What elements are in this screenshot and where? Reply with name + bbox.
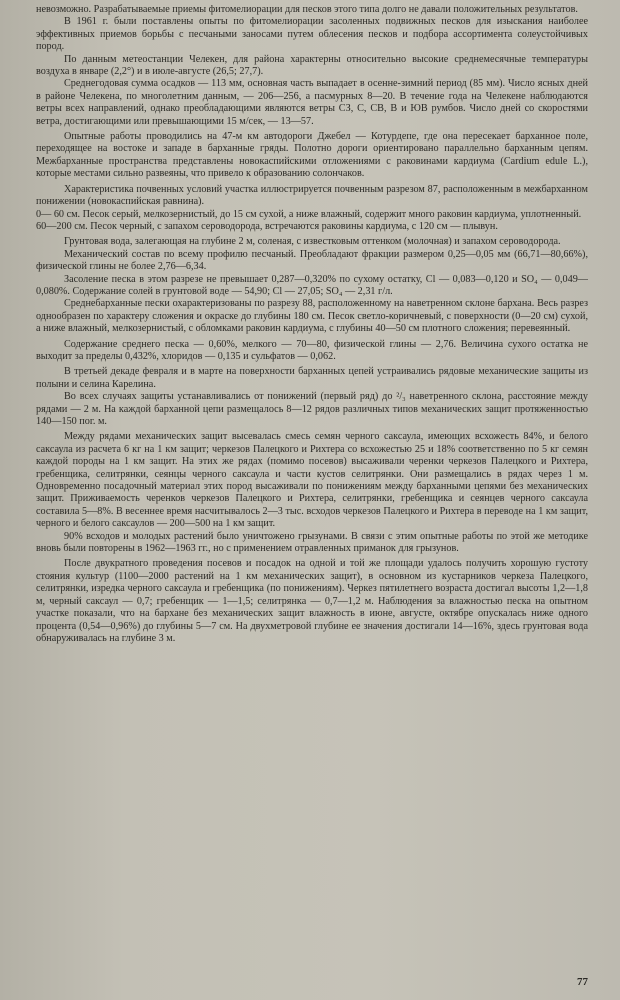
paragraph: Среднебарханные пески охарактеризованы по разрезу 88, расположенному на наветренном склоне бархана. Весь разрез однообразен по характеру сложения и окраске до глубины 180 см. Песок светло-коричневый, с поверхности (0—20 см) сухой, а ниже влажный, мелкозернистый, с обломками раковин кардиума, с глубины 40—50 см плотного сложения; перевеянный.: [36, 298, 588, 335]
paragraph: Среднегодовая сумма осадков — 113 мм, основная часть выпадает в осенне-зимний период (85 мм). Число ясных дней в районе Челекена, по многолетним данным, — 206—256, а пасмурных 8—20. В течение года на Челекене наблюдаются ветры всех направлений, однако преобладающими являются ветры СЗ, С, СВ, В и ЮВ румбов. Число дней со скоростями ветра, достигающими или превышающими 15 м/сек, — 13—57.: [36, 78, 588, 127]
paragraph: 90% всходов и молодых растений было уничтожено грызунами. В связи с этим опытные работы по этой же методике вновь были повторены в 1962—1963 гг., но с применением отравленных приманок для грызунов.: [36, 530, 588, 555]
paragraph: Засоление песка в этом разрезе не превышает 0,287—0,320% по сухому остатку, Cl — 0,083—0,120 и SO₄ — 0,049—0,080%. Содержание солей в грунтовой воде — 54,90; Cl — 27,05; SO₄ — 2,31 г/л.: [36, 273, 588, 297]
soil-horizon: 60—200 см. Песок черный, с запахом сероводорода, встречаются раковины кардиума, с 120 см — плывун.: [36, 220, 498, 232]
paragraph: После двукратного проведения посевов и посадок на одной и той же площади удалось получить хорошую густоту стояния культур (1100—2000 растений на 1 км механических защит), в основном из кустарников черкеза Палецкого, селитрянки, изредка черного саксаула и гребенщика (по понижениям). Черкез пятилетнего возраста достигал высоты 1,2—1,8 м, черный саксаул — 0,7; гребенщик — 1—1,5; селитрянка — 0,7—1,2 м. Наблюдения за влажностью песка на опытном участке показали, что на бархане без механических защит влажность в июне, августе, октябре опускалась ниже одного процента (0,54—0,96%) до глубины 5—7 см. На двухметровой глубине ее значения достигали 14—16%, здесь грунтовая вода обнаруживалась на глубине 3 м.: [36, 558, 588, 644]
paragraph: Опытные работы проводились на 47-м км автодороги Джебел — Котурдепе, где она пересекает барханное поле, переходящее на востоке и западе в барханные гряды. Полотно дороги ориентировано параллельно барханным цепям. Межбарханные пространства представлены новокаспийскими отложениями с раковинами кардиума (Cardium edule L.), которые местами сильно развеяны, что привело к образованию солончаков.: [36, 131, 588, 180]
paragraph: В 1961 г. были поставлены опыты по фитомелиорации засоленных подвижных песков для изыскания наиболее эффективных приемов борьбы с песчаными заносами путем облесения песков и подбора ассортимента солеустойчивых пород.: [36, 16, 588, 53]
paragraph: Содержание среднего песка — 0,60%, мелкого — 70—80, физической глины — 2,76. Величина сухого остатка не выходит за пределы 0,432%, хлоридов — 0,135 и сульфатов — 0,062.: [36, 338, 588, 362]
paragraph: Во всех случаях защиты устанавливались от понижений (первый ряд) до ²/₃ наветренного склона, расстояние между рядами — 2 м. На каждой барханной цепи размещалось 8—12 рядов различных типов механических защит протяженностью 140—150 пог. м.: [36, 391, 588, 427]
soil-horizon: 0— 60 см. Песок серый, мелкозернистый, до 15 см сухой, а ниже влажный, содержит много раковин кардиума, уплотненный.: [36, 208, 582, 220]
paragraph: Между рядами механических защит высевалась смесь семян черного саксаула, имеющих всхожесть 84%, и белого саксаула из расчета 6 кг на 1 км защит; черкезов Палецкого и Рихтера со всхожестью 25 и 18% соответственно по 5 кг семян каждой породы на 1 км защит. На этих же рядах (помимо посевов) высаживали черенки черкезов Палецкого и Рихтера, гребенщика, селитрянки, сеянцы черного саксаула и части кустов селитрянки. Они размещались в рядах через 1 м. Одновременно посадочный материал этих пород высаживали по понижениям между барханными цепями без механических защит. Приживаемость черенков черкезов Палецкого и Рихтера, селитрянки, гребенщика и сеянцев черного саксаула составила 5—8%. В весеннее время насчитывалось 2—3 тыс. всходов черкезов Палецкого и Рихтера в переводе на 1 км защит, черного и белого саксаулов — 200—500 на 1 км защит.: [36, 431, 588, 530]
paragraph: По данным метеостанции Челекен, для района характерны относительно высокие среднемесячные температуры воздуха в январе (2,2°) и в июле-августе (26,5; 27,7).: [36, 53, 588, 78]
paragraph: Грунтовая вода, залегающая на глубине 2 м, соленая, с известковым оттенком (молочная) и запахом сероводорода.: [64, 236, 561, 248]
body-text: [36, 4, 588, 645]
page-number: 77: [577, 976, 588, 988]
paragraph: Характеристика почвенных условий участка иллюстрируется почвенным разрезом 87, расположенным в межбарханном понижении (новокаспийская равнина).: [36, 183, 588, 208]
paragraph: невозможно. Разрабатываемые приемы фитомелиорации для песков этого типа долго не давали положительных результатов.: [36, 4, 578, 15]
paragraph: Механический состав по всему профилю песчаный. Преобладают фракции размером 0,25—0,05 мм (66,71—80,66%), физической глины не более 2,76—6,34.: [36, 248, 588, 273]
paragraph: В третьей декаде февраля и в марте на поверхности барханных цепей устраивались рядовые механические защиты из полыни и селина Карелина.: [36, 366, 588, 390]
